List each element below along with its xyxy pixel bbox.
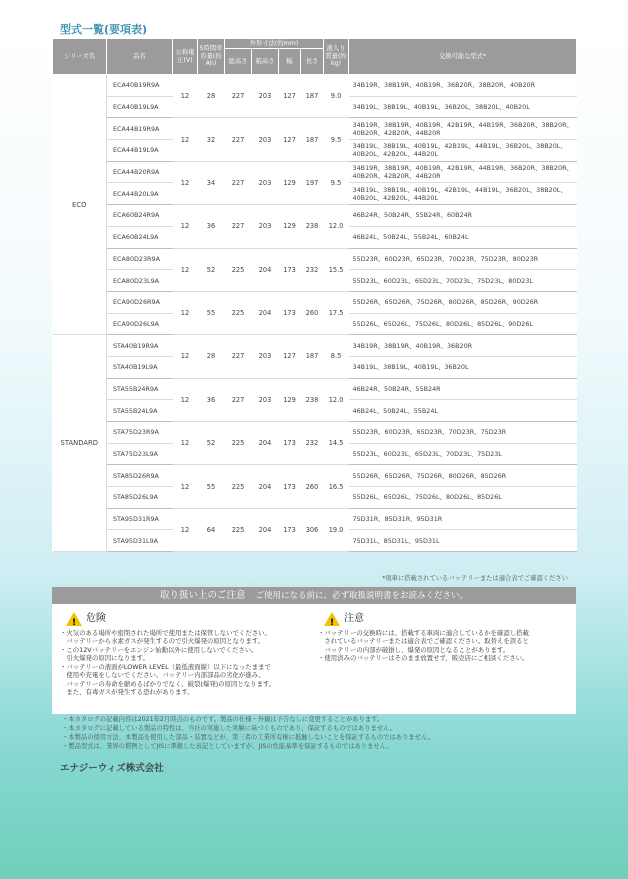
- attention-item: バッテリーの内部が破損し、爆発の原因となることがあります。: [318, 645, 510, 654]
- capacity-cell: 36: [198, 378, 225, 421]
- product-name-cell: STA75D23R9A: [107, 422, 173, 444]
- length-cell: 232: [301, 248, 324, 291]
- width-cell: 173: [279, 465, 301, 508]
- header-compat: 交換可能な型式*: [349, 39, 577, 75]
- table-row: [53, 465, 577, 487]
- width-cell: 173: [279, 422, 301, 465]
- company-name: エナジーウィズ株式会社: [60, 763, 164, 774]
- product-name-cell: STA40B19R9A: [107, 335, 173, 357]
- total-height-cell: 225: [225, 422, 252, 465]
- compatible-types-cell: 55D23L、60D23L、65D23L、70D23L、75D23L: [349, 443, 577, 465]
- width-cell: 127: [279, 335, 301, 378]
- footnote: ・本カタログの記載内容は2021年2月時点のものです。製品の仕様・外観は予告なしに変更することがあります。: [62, 716, 384, 723]
- table-row: [53, 75, 577, 97]
- danger-title-row: [66, 611, 310, 627]
- table-row: [53, 378, 577, 400]
- danger-item: バッテリーから水素ガスが発生するので引火爆発の原因となります。: [60, 637, 264, 646]
- box-height-cell: 203: [252, 378, 279, 421]
- compatible-types-cell: 46B24L、50B24L、55B24L、60B24L: [349, 226, 577, 248]
- box-height-cell: 204: [252, 422, 279, 465]
- fluid-weight-cell: 14.5: [324, 422, 349, 465]
- product-name-cell: ECA80D23R9A: [107, 248, 173, 270]
- voltage-cell: 12: [173, 422, 198, 465]
- total-height-cell: 227: [225, 378, 252, 421]
- danger-item: また、有毒ガスが発生する恐れがあります。: [60, 688, 194, 697]
- table-row: [53, 205, 577, 227]
- capacity-cell: 28: [198, 75, 225, 118]
- table-note: *現車に搭載されているバッテリーまたは適合表でご確認ください: [382, 575, 568, 582]
- spec-table-body: [53, 75, 577, 552]
- product-name-cell: ECA60B24R9A: [107, 205, 173, 227]
- total-height-cell: 227: [225, 75, 252, 118]
- capacity-cell: 55: [198, 465, 225, 508]
- product-name-cell: STA40B19L9A: [107, 356, 173, 378]
- compatible-types-cell: 46B24R、50B24R、55B24R: [349, 378, 577, 400]
- product-name-cell: STA95D31R9A: [107, 508, 173, 530]
- danger-item: バッテリーの寿命を縮めるばかりでなく、破裂(爆発)の原因となります。: [60, 679, 276, 688]
- warning-triangle-icon: !: [324, 612, 340, 626]
- footnote: ・本カタログに記載している製品の特性は、当社の実施した実験に基づくものであり、保証するものではありません。: [62, 724, 397, 732]
- compatible-types-cell: 55D23L、60D23L、65D23L、70D23L、75D23L、80D23L: [349, 270, 577, 292]
- compatible-types-cell: 34B19R、38B19R、40B19R、42B19R、44B19R、36B20R、38B20R、40B20R、42B20R、44B20R: [349, 118, 577, 140]
- header-box-height: 箱高さ: [252, 49, 279, 75]
- danger-item: ・バッテリーの液面がLOWER LEVEL（最低液面線）以下になったままで: [60, 662, 271, 671]
- compatible-types-cell: 34B19L、38B19L、40B19L、36B20L、38B20L、40B20L: [349, 96, 577, 118]
- danger-item: ・この12Vバッテリーをエンジン始動以外に使用しないでください。: [60, 645, 258, 654]
- length-cell: 197: [301, 161, 324, 204]
- product-name-cell: STA85D26L9A: [107, 487, 173, 509]
- compatible-types-cell: 34B19L、38B19L、40B19L、36B20L: [349, 356, 577, 378]
- fluid-weight-cell: 8.5: [324, 335, 349, 378]
- width-cell: 129: [279, 205, 301, 248]
- compatible-types-cell: 46B24R、50B24R、55B24R、60B24R: [349, 205, 577, 227]
- header-fluid: 液入り質量(約kg): [324, 39, 349, 75]
- header-name: 品名: [107, 39, 173, 75]
- box-height-cell: 203: [252, 75, 279, 118]
- box-height-cell: 204: [252, 248, 279, 291]
- fluid-weight-cell: 15.5: [324, 248, 349, 291]
- voltage-cell: 12: [173, 291, 198, 334]
- product-name-cell: ECA80D23L9A: [107, 270, 173, 292]
- voltage-cell: 12: [173, 205, 198, 248]
- header-voltage: 公称電圧(V): [173, 39, 198, 75]
- product-name-cell: STA55B24R9A: [107, 378, 173, 400]
- box-height-cell: 203: [252, 118, 279, 161]
- total-height-cell: 225: [225, 508, 252, 551]
- compatible-types-cell: 55D26R、65D26R、75D26R、80D26R、85D26R: [349, 465, 577, 487]
- voltage-cell: 12: [173, 378, 198, 421]
- product-name-cell: ECA44B19L9A: [107, 140, 173, 162]
- box-height-cell: 204: [252, 465, 279, 508]
- capacity-cell: 52: [198, 422, 225, 465]
- voltage-cell: 12: [173, 508, 198, 551]
- capacity-cell: 52: [198, 248, 225, 291]
- capacity-cell: 28: [198, 335, 225, 378]
- total-height-cell: 225: [225, 291, 252, 334]
- table-row: [53, 335, 577, 357]
- spec-table: [52, 38, 577, 552]
- product-name-cell: ECA44B20R9A: [107, 161, 173, 183]
- total-height-cell: 225: [225, 465, 252, 508]
- product-name-cell: ECA44B19R9A: [107, 118, 173, 140]
- length-cell: 260: [301, 465, 324, 508]
- warning-triangle-icon: !: [66, 612, 82, 626]
- length-cell: 306: [301, 508, 324, 551]
- length-cell: 238: [301, 205, 324, 248]
- box-height-cell: 203: [252, 205, 279, 248]
- box-height-cell: 204: [252, 291, 279, 334]
- compatible-types-cell: 75D31R、85D31R、95D31R: [349, 508, 577, 530]
- fluid-weight-cell: 9.0: [324, 75, 349, 118]
- compatible-types-cell: 34B19R、38B19R、40B19R、36B20R: [349, 335, 577, 357]
- compatible-types-cell: 34B19R、38B19R、40B19R、42B19R、44B19R、36B20R、38B20R、40B20R、42B20R、44B20R: [349, 161, 577, 183]
- box-height-cell: 203: [252, 335, 279, 378]
- width-cell: 129: [279, 378, 301, 421]
- danger-list: [60, 629, 310, 697]
- header-series: シリーズ名: [53, 39, 107, 75]
- product-name-cell: STA95D31L9A: [107, 530, 173, 552]
- caution-heading: 取り扱い上のご注意: [159, 590, 246, 601]
- length-cell: 187: [301, 118, 324, 161]
- attention-item: されているバッテリーまたは適合表でご確認ください。取替えを誤ると: [318, 637, 529, 646]
- compatible-types-cell: 55D26L、65D26L、75D26L、80D26L、85D26L、90D26L: [349, 313, 577, 335]
- attention-column: [318, 611, 568, 663]
- fluid-weight-cell: 12.0: [324, 378, 349, 421]
- danger-column: [60, 611, 310, 697]
- compatible-types-cell: 34B19L、38B19L、40B19L、42B19L、44B19L、36B20L、38B20L、40B20L、42B20L、44B20L: [349, 140, 577, 162]
- attention-item: ・使用済みのバッテリーはそのまま放置せず、販売店にご相談ください。: [318, 654, 529, 663]
- compatible-types-cell: 75D31L、85D31L、95D31L: [349, 530, 577, 552]
- footnotes: [62, 716, 434, 752]
- header-total-height: 総高さ: [225, 49, 252, 75]
- length-cell: 260: [301, 291, 324, 334]
- voltage-cell: 12: [173, 248, 198, 291]
- compatible-types-cell: 34B19L、38B19L、40B19L、42B19L、44B19L、36B20L、38B20L、40B20L、42B20L、44B20L: [349, 183, 577, 205]
- length-cell: 187: [301, 75, 324, 118]
- capacity-cell: 32: [198, 118, 225, 161]
- capacity-cell: 36: [198, 205, 225, 248]
- capacity-cell: 64: [198, 508, 225, 551]
- footnote: ・製品型式は、業界の慣例としてJISに準拠した表記としていますが、JISの性能基準を保証するものではありません。: [62, 742, 393, 750]
- compatible-types-cell: 55D26R、65D26R、75D26R、80D26R、85D26R、90D26R: [349, 291, 577, 313]
- total-height-cell: 227: [225, 205, 252, 248]
- total-height-cell: 227: [225, 335, 252, 378]
- voltage-cell: 12: [173, 465, 198, 508]
- width-cell: 127: [279, 75, 301, 118]
- table-row: [53, 161, 577, 183]
- product-name-cell: ECA90D26R9A: [107, 291, 173, 313]
- box-height-cell: 203: [252, 161, 279, 204]
- caution-subheading: ご使用になる前に、必ず取扱説明書をお読みください。: [255, 591, 469, 601]
- table-row: [53, 118, 577, 140]
- total-height-cell: 225: [225, 248, 252, 291]
- attention-list: [318, 629, 568, 663]
- voltage-cell: 12: [173, 75, 198, 118]
- fluid-weight-cell: 17.5: [324, 291, 349, 334]
- product-name-cell: STA55B24L9A: [107, 400, 173, 422]
- product-name-cell: STA75D23L9A: [107, 443, 173, 465]
- compatible-types-cell: 46B24L、50B24L、55B24L: [349, 400, 577, 422]
- attention-title: 注意: [344, 613, 364, 624]
- voltage-cell: 12: [173, 161, 198, 204]
- caution-header: [52, 587, 576, 604]
- series-cell: STANDARD: [53, 335, 107, 552]
- series-cell: ECO: [53, 75, 107, 335]
- table-row: [53, 508, 577, 530]
- width-cell: 173: [279, 508, 301, 551]
- product-name-cell: ECA40B19L9A: [107, 96, 173, 118]
- header-length: 長さ: [301, 49, 324, 75]
- product-name-cell: STA85D26R9A: [107, 465, 173, 487]
- voltage-cell: 12: [173, 335, 198, 378]
- width-cell: 129: [279, 161, 301, 204]
- length-cell: 187: [301, 335, 324, 378]
- width-cell: 127: [279, 118, 301, 161]
- header-dims: 外形寸法(約mm): [225, 39, 324, 49]
- fluid-weight-cell: 12.0: [324, 205, 349, 248]
- footnote: ・本製品の使用方法、本製品を使用した部品・装置などが、第三者の工業所有権に抵触しないことを保証するものではありません。: [62, 733, 434, 741]
- danger-item: 引火爆発の原因になります。: [60, 654, 149, 663]
- danger-item: 使用や充電をしないでください。バッテリー内部部品の劣化が進み、: [60, 671, 265, 680]
- attention-item: ・バッテリーの交換時には、搭載する車両に適合しているかを確認し搭載: [318, 629, 529, 637]
- capacity-cell: 34: [198, 161, 225, 204]
- fluid-weight-cell: 9.5: [324, 118, 349, 161]
- caution-box: [52, 587, 576, 714]
- box-height-cell: 204: [252, 508, 279, 551]
- width-cell: 173: [279, 291, 301, 334]
- length-cell: 232: [301, 422, 324, 465]
- table-row: [53, 248, 577, 270]
- compatible-types-cell: 55D26L、65D26L、75D26L、80D26L、85D26L: [349, 487, 577, 509]
- capacity-cell: 55: [198, 291, 225, 334]
- product-name-cell: ECA90D26L9A: [107, 313, 173, 335]
- product-name-cell: ECA40B19R9A: [107, 75, 173, 97]
- width-cell: 173: [279, 248, 301, 291]
- voltage-cell: 12: [173, 118, 198, 161]
- table-row: [53, 422, 577, 444]
- page-title: 型式一覧(要項表): [60, 23, 148, 36]
- header-capacity: 5時間率容量(約Ah): [198, 39, 225, 75]
- compatible-types-cell: 55D23R、60D23R、65D23R、70D23R、75D23R、80D23R: [349, 248, 577, 270]
- danger-item: ・火気のある場所や密閉された場所で使用または保管しないでください。: [60, 629, 271, 637]
- product-name-cell: ECA60B24L9A: [107, 226, 173, 248]
- compatible-types-cell: 34B19R、38B19R、40B19R、36B20R、38B20R、40B20R: [349, 75, 577, 97]
- product-name-cell: ECA44B20L9A: [107, 183, 173, 205]
- fluid-weight-cell: 16.5: [324, 465, 349, 508]
- danger-title: 危険: [86, 613, 106, 624]
- compatible-types-cell: 55D23R、60D23R、65D23R、70D23R、75D23R: [349, 422, 577, 444]
- total-height-cell: 227: [225, 161, 252, 204]
- length-cell: 238: [301, 378, 324, 421]
- header-width: 幅: [279, 49, 301, 75]
- fluid-weight-cell: 9.5: [324, 161, 349, 204]
- fluid-weight-cell: 19.0: [324, 508, 349, 551]
- attention-title-row: [324, 611, 568, 627]
- spec-table-wrapper: [52, 38, 576, 552]
- total-height-cell: 227: [225, 118, 252, 161]
- table-row: [53, 291, 577, 313]
